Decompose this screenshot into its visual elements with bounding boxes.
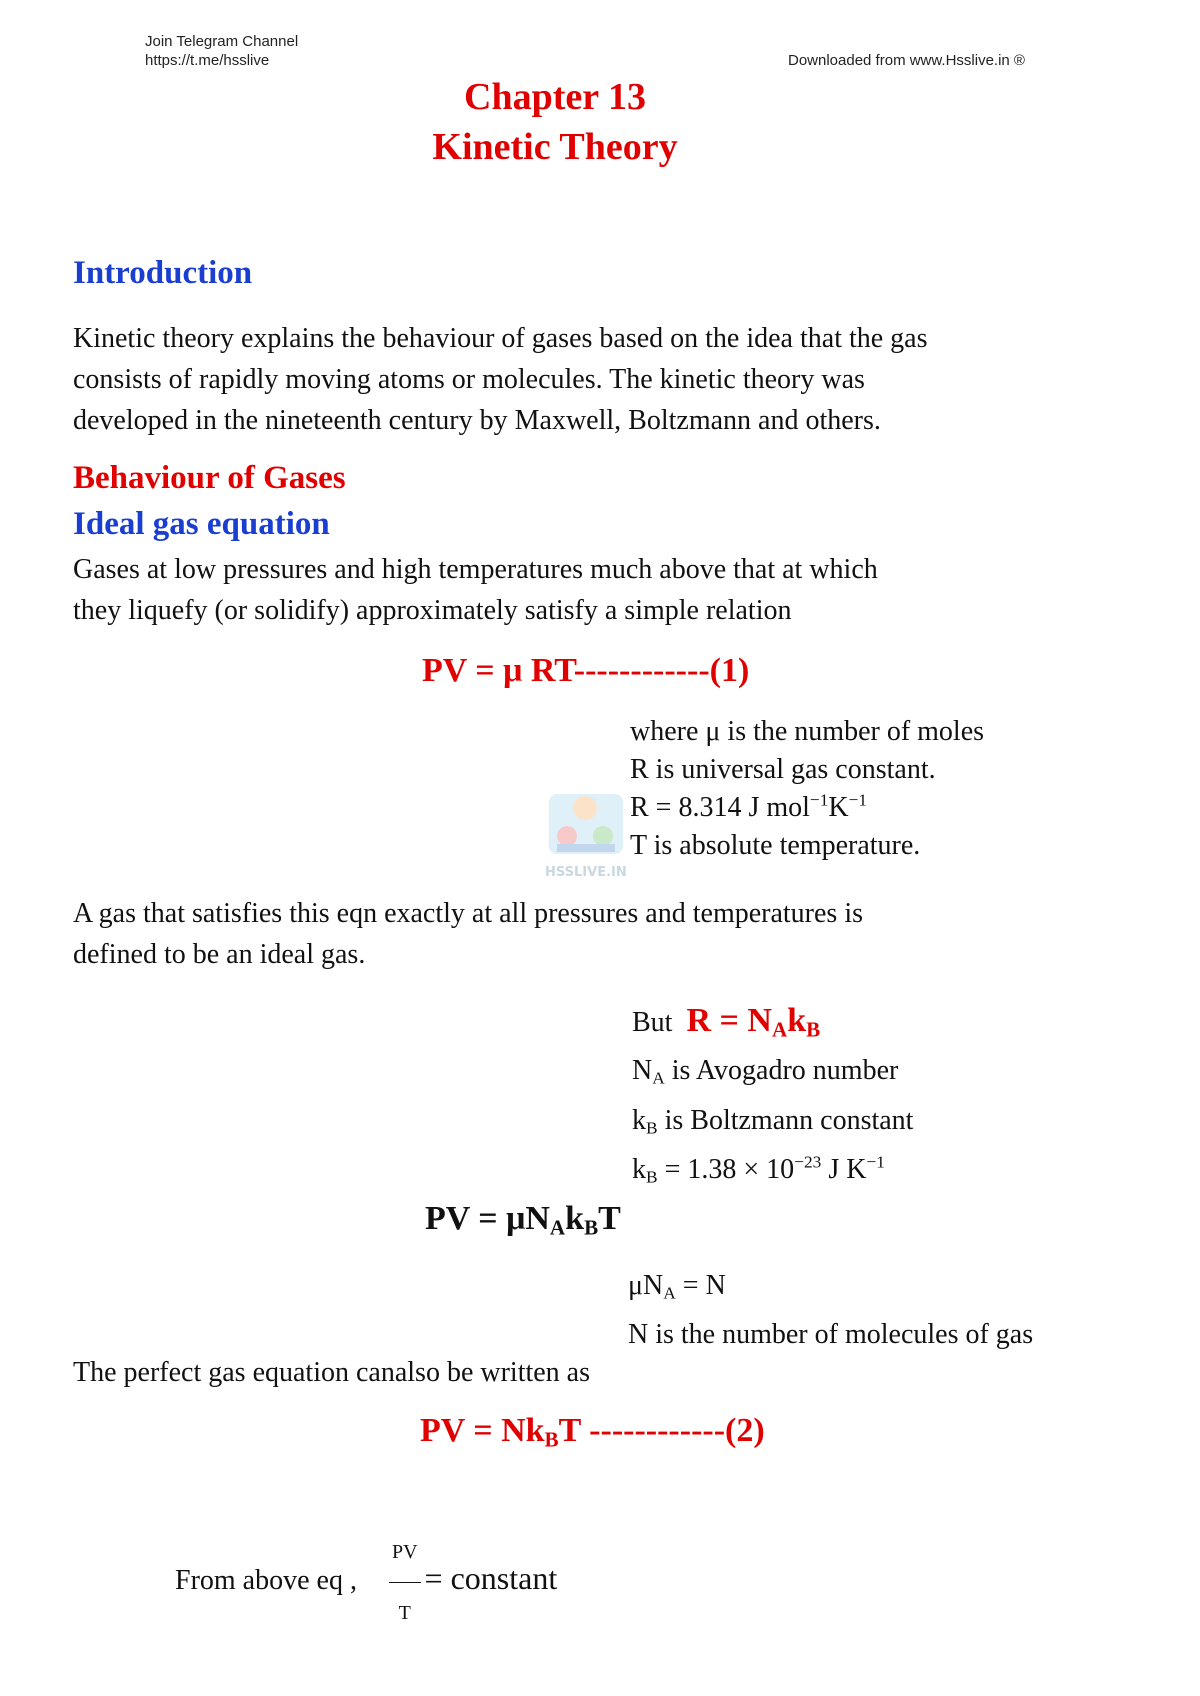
gas-constant-value: R = 8.314 J $mol^{-1}K^{-1}$: [630, 790, 868, 823]
equation-2: PV = $Nk_BT$ ------------(2): [420, 1412, 765, 1452]
molecules-note: N is the number of molecules of gas: [628, 1319, 1034, 1351]
intro-heading: Introduction: [73, 255, 253, 291]
intro-paragraph: [73, 318, 1133, 441]
intro-line: consists of rapidly moving atoms or molecules. The kinetic theory was: [73, 364, 865, 395]
watermark-text: HSSLIVE.IN: [545, 865, 627, 880]
equation-mid: PV = $\mu N_Ak_BT$: [425, 1200, 621, 1240]
constant-text: = constant: [424, 1559, 558, 1596]
avogadro-note: $N_A$ is Avogadro number: [632, 1055, 899, 1088]
moles-note: where μ is the number of moles: [630, 716, 985, 747]
header-telegram-link[interactable]: https://t.me/hsslive: [145, 52, 270, 69]
boltzmann-note: $k_B$ is Boltzmann constant: [632, 1104, 914, 1137]
ideal-gas-definition: [73, 893, 1133, 975]
header-download-source[interactable]: Downloaded from www.Hsslive.in ®: [788, 52, 1025, 69]
from-above-text: From above eq ,: [175, 1564, 357, 1596]
equation-1-notes: [630, 713, 984, 865]
chapter-number: Chapter 13: [464, 76, 646, 118]
boltzmann-value: $k_B = 1.38 \times 10^{-23}$ J $K^{-1}$: [632, 1152, 885, 1187]
intro-line: developed in the nineteenth century by Maxwell, Boltzmann and others.: [73, 405, 881, 436]
mu-na-relation: $\mu N_A = N$: [628, 1270, 726, 1303]
from-above-row: [175, 1522, 557, 1643]
hsslive-watermark-logo: [545, 786, 635, 881]
header-telegram-label: Join Telegram Channel: [145, 33, 299, 50]
definition-line: A gas that satisfies this eqn exactly at all pressures and temperatures is: [73, 898, 864, 929]
behaviour-line: they liquefy (or solidify) approximately satisfy a simple relation: [73, 595, 792, 626]
boltzmann-notes: [632, 1000, 913, 1198]
gas-constant-note: R is universal gas constant.: [630, 754, 936, 785]
intro-line: Kinetic theory explains the behaviour of gases based on the idea that the gas: [73, 323, 928, 354]
pv-over-t-fraction: $\frac{PV}{T}$: [389, 1522, 421, 1643]
chapter-title: Kinetic Theory: [432, 126, 678, 168]
r-relation-equation: $R = N_Ak_B$: [686, 1002, 821, 1042]
definition-line: defined to be an ideal gas.: [73, 939, 366, 970]
r-relation-row: But $R = N_Ak_B$: [632, 1002, 821, 1042]
behaviour-line: Gases at low pressures and high temperatures much above that at which: [73, 554, 878, 585]
perfect-gas-line: The perfect gas equation canalso be written as: [73, 1357, 591, 1388]
ideal-gas-subheading: Ideal gas equation: [73, 506, 330, 542]
temperature-note: T is absolute temperature.: [630, 830, 921, 861]
behaviour-heading: Behaviour of Gases: [73, 460, 346, 496]
behaviour-paragraph: [73, 549, 1133, 631]
molecule-notes: [628, 1265, 1033, 1356]
equation-1: PV = μ RT------------(1): [422, 652, 750, 689]
